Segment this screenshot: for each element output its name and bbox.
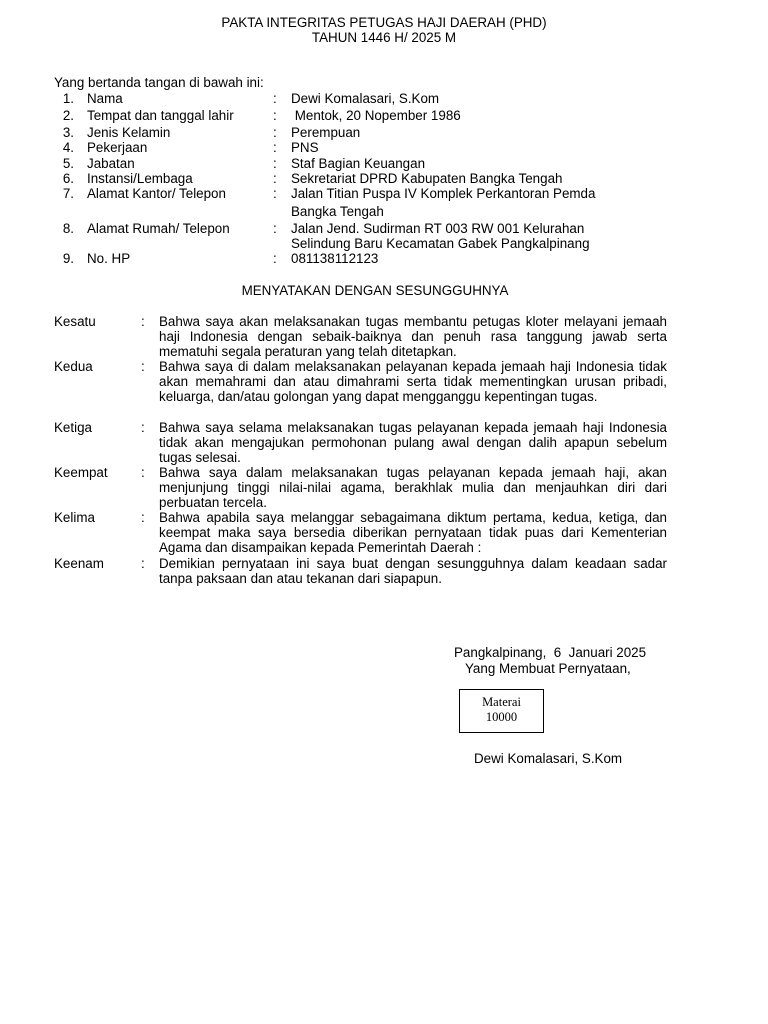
row-colon: : — [273, 108, 277, 123]
stamp-label: Materai — [482, 695, 521, 709]
row-label: Nama — [87, 91, 123, 106]
row-label: Jabatan — [87, 156, 135, 171]
row-colon: : — [273, 140, 277, 155]
point-colon: : — [141, 510, 145, 525]
point-label: Kelima — [54, 510, 95, 525]
row-label: Tempat dan tanggal lahir — [87, 108, 234, 123]
point-text: Bahwa saya selama melaksanakan tugas pelayanan kepada jemaah haji Indonesia tidak akan mengajukan permohonan pulang awal dengan dalih apapun sebelum tugas selesai. — [159, 420, 667, 465]
row-value-continued: Selindung Baru Kecamatan Gabek Pangkalpinang — [291, 236, 590, 251]
row-value-continued: Bangka Tengah — [291, 204, 384, 219]
row-number: 4. — [62, 140, 74, 155]
row-colon: : — [273, 251, 277, 266]
point-label: Kedua — [54, 359, 93, 374]
row-label: Pekerjaan — [87, 140, 148, 155]
row-label: Alamat Kantor/ Telepon — [87, 186, 226, 201]
point-label: Keempat — [54, 465, 108, 480]
row-colon: : — [273, 171, 277, 186]
declaration-heading: MENYATAKAN DENGAN SESUNGGUHNYA — [241, 283, 509, 298]
point-colon: : — [141, 314, 145, 329]
row-label: No. HP — [87, 251, 131, 266]
row-number: 2. — [62, 108, 74, 123]
row-value: Mentok, 20 Nopember 1986 — [291, 108, 461, 123]
row-number: 3. — [62, 125, 74, 140]
row-value: Jalan Titian Puspa IV Komplek Perkantoran Pemda — [291, 186, 596, 201]
row-label: Jenis Kelamin — [87, 125, 171, 140]
point-text: Bahwa apabila saya melanggar sebagaimana diktum pertama, kedua, ketiga, dan keempat maka saya bersedia diberikan pernyataan tidak puas dari Kementerian Agama dan disampaikan kepada Pemerintah Daerah : — [159, 510, 667, 555]
row-colon: : — [273, 91, 277, 106]
row-number: 7. — [62, 186, 74, 201]
row-value: Jalan Jend. Sudirman RT 003 RW 001 Kelurahan — [291, 221, 585, 236]
row-value: Dewi Komalasari, S.Kom — [291, 91, 440, 106]
maker-label: Yang Membuat Pernyataan, — [465, 661, 631, 676]
row-value: PNS — [291, 140, 319, 155]
row-number: 5. — [62, 156, 74, 171]
point-label: Keenam — [54, 556, 104, 571]
row-value: Perempuan — [291, 125, 361, 140]
row-colon: : — [273, 186, 277, 201]
stamp-box — [459, 689, 544, 733]
row-colon: : — [273, 125, 277, 140]
row-number: 9. — [62, 251, 74, 266]
point-text: Bahwa saya akan melaksanakan tugas membantu petugas kloter melayani jemaah haji Indonesia dengan sebaik-baiknya dan penuh rasa tanggung jawab serta mematuhi segala peraturan yang telah ditetapkan. — [159, 314, 667, 359]
point-text: Bahwa saya dalam melaksanakan tugas pelayanan kepada jemaah haji, akan menjunjung tinggi nilai-nilai agama, berakhlak mulia dan menjauhkan diri dari perbuatan tercela. — [159, 465, 667, 510]
point-text: Demikian pernyataan ini saya buat dengan sesungguhnya dalam keadaan sadar tanpa paksaan dan atau tekanan dari siapapun. — [159, 556, 667, 586]
intro-text: Yang bertanda tangan di bawah ini: — [54, 75, 264, 90]
point-colon: : — [141, 420, 145, 435]
signer-name: Dewi Komalasari, S.Kom — [474, 751, 623, 766]
place-date: Pangkalpinang, 6 Januari 2025 — [454, 645, 647, 660]
stamp-value: 10000 — [485, 710, 518, 724]
row-number: 1. — [62, 91, 74, 106]
row-colon: : — [273, 221, 277, 236]
point-colon: : — [141, 556, 145, 571]
document-title: PAKTA INTEGRITAS PETUGAS HAJI DAERAH (PHD) — [221, 15, 547, 30]
row-value: 081138112123 — [291, 251, 379, 266]
row-value: Sekretariat DPRD Kabupaten Bangka Tengah — [291, 171, 563, 186]
point-label: Ketiga — [54, 420, 92, 435]
point-label: Kesatu — [54, 314, 96, 329]
row-number: 6. — [62, 171, 74, 186]
row-number: 8. — [62, 221, 74, 236]
point-colon: : — [141, 359, 145, 374]
row-value: Staf Bagian Keuangan — [291, 156, 426, 171]
point-colon: : — [141, 465, 145, 480]
row-label: Alamat Rumah/ Telepon — [87, 221, 230, 236]
row-colon: : — [273, 156, 277, 171]
document-subtitle: TAHUN 1446 H/ 2025 M — [311, 30, 457, 45]
row-label: Instansi/Lembaga — [87, 171, 193, 186]
point-text: Bahwa saya di dalam melaksanakan pelayanan kepada jemaah haji Indonesia tidak akan memahrami dan atau dimahrami serta tidak mementingkan urusan pribadi, keluarga, dan/atau golongan yang dapat mengganggu kepentingan tugas. — [159, 359, 667, 404]
